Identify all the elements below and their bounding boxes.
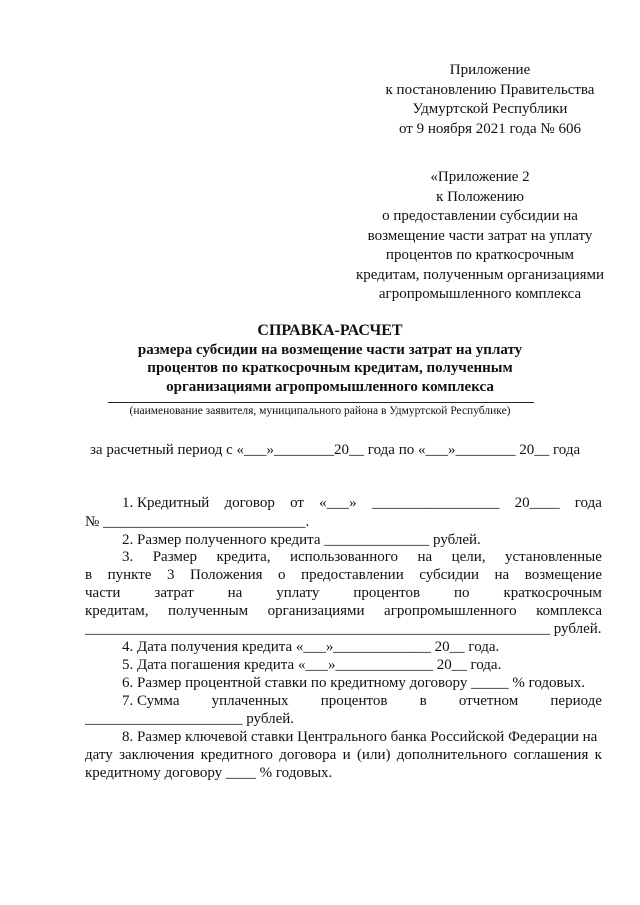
word: 1. Кредитный [122, 495, 210, 511]
document-subtitle-line: организациями агропромышленного комплекса [166, 378, 494, 395]
word: к [594, 747, 602, 763]
document-title-block [100, 322, 560, 396]
word: отчетном [458, 693, 519, 709]
word: предоставлении [301, 567, 404, 583]
word: от [290, 495, 304, 511]
item-3-line-3 [85, 584, 602, 603]
word: 3 [166, 567, 175, 583]
word: в [419, 693, 427, 709]
item-3-line-1 [122, 548, 602, 567]
word: возмещение [524, 567, 602, 583]
item-3-line-5: ______________________________________________________________ рублей. [85, 621, 602, 637]
word: процентов [353, 585, 421, 601]
word: на [417, 549, 433, 565]
appendix-line: Удмуртской Республики [412, 101, 568, 117]
document-title: СПРАВКА-РАСЧЕТ [257, 322, 403, 339]
appendix2-line: процентов по краткосрочным [385, 247, 575, 263]
appendix2-line: агропромышленного комплекса [378, 286, 582, 302]
item-8-line-3: кредитному договору ____ % годовых. [85, 765, 333, 781]
applicant-underline [108, 402, 534, 403]
item-7-line-2: _____________________ рублей. [85, 711, 295, 727]
word: полученным [168, 603, 249, 619]
document-subtitle-line: процентов по краткосрочным кредитам, полученным [147, 360, 513, 376]
word: установленные [505, 549, 602, 565]
item-6: 6. Размер процентной ставки по кредитному договору _____ % годовых. [122, 675, 585, 691]
word: пункте [107, 567, 152, 583]
item-8-line-2 [85, 746, 602, 765]
word: дату [85, 747, 113, 763]
appendix2-header [330, 168, 630, 305]
word: агропромышленного [384, 603, 517, 619]
item-7-line-1 [122, 692, 602, 711]
item-5: 5. Дата погашения кредита «___»_____________ 20__ года. [122, 657, 502, 673]
word: соглашения [513, 747, 589, 763]
word: затрат [154, 585, 194, 601]
word: на [494, 567, 510, 583]
period-line: за расчетный период с «___»________20__ года по «___»________ 20__ года [90, 442, 581, 458]
appendix-line: от 9 ноября 2021 года № 606 [399, 120, 581, 137]
item-1-line-2: № ___________________________. [85, 514, 310, 530]
word: Размер [152, 549, 198, 565]
applicant-caption: (наименование заявителя, муниципального района в Удмуртской Республике) [129, 405, 511, 417]
word: субсидии [419, 567, 479, 583]
word: 3. [122, 549, 134, 565]
word: на [227, 585, 243, 601]
word: использованного [290, 549, 399, 565]
appendix2-line: «Приложение 2 [430, 169, 530, 185]
word: договора [279, 747, 337, 763]
appendix2-line: о предоставлении субсидии на [382, 208, 578, 224]
word: дополнительного [396, 747, 508, 763]
item-1-line-1 [122, 494, 602, 513]
appendix-header [340, 61, 640, 139]
item-2: 2. Размер полученного кредита ______________ рублей. [122, 532, 481, 548]
word: года [574, 495, 602, 511]
word: «___» [319, 495, 357, 511]
word: (или) [356, 747, 391, 763]
word: о [278, 567, 286, 583]
word: 7. Сумма [122, 693, 180, 709]
word: периоде [550, 693, 602, 709]
appendix-line: к постановлению Правительства [385, 81, 595, 98]
word: процентов [320, 693, 388, 709]
appendix2-line: кредитам, полученным организациями [355, 266, 605, 283]
word: заключения [119, 747, 195, 763]
document-subtitle-line: размера субсидии на возмещение части затрат на уплату [137, 341, 523, 358]
item-8-line-1: 8. Размер ключевой ставки Центрального банка Российской Федерации на [122, 729, 598, 745]
word: 20____ [514, 495, 560, 511]
appendix-line: Приложение [449, 62, 531, 78]
word: в [85, 567, 93, 583]
word: кредитного [200, 747, 273, 763]
word: Положения [190, 567, 263, 583]
word: _________________ [371, 495, 500, 511]
word: по [454, 585, 470, 601]
word: краткосрочным [503, 585, 602, 601]
item-3-line-4 [85, 602, 602, 621]
item-3-line-2 [85, 566, 602, 585]
word: и [342, 747, 351, 763]
word: договор [224, 495, 275, 511]
word: кредитам, [85, 603, 149, 619]
word: комплекса [536, 603, 602, 619]
appendix2-line: возмещение части затрат на уплату [367, 227, 593, 244]
item-4: 4. Дата получения кредита «___»_____________ 20__ года. [122, 639, 500, 655]
word: кредита, [216, 549, 271, 565]
word: уплаченных [211, 693, 289, 709]
appendix2-line: к Положению [436, 188, 524, 205]
word: организациями [267, 603, 365, 619]
word: уплату [276, 585, 320, 601]
word: цели, [451, 549, 486, 565]
word: части [85, 585, 121, 601]
